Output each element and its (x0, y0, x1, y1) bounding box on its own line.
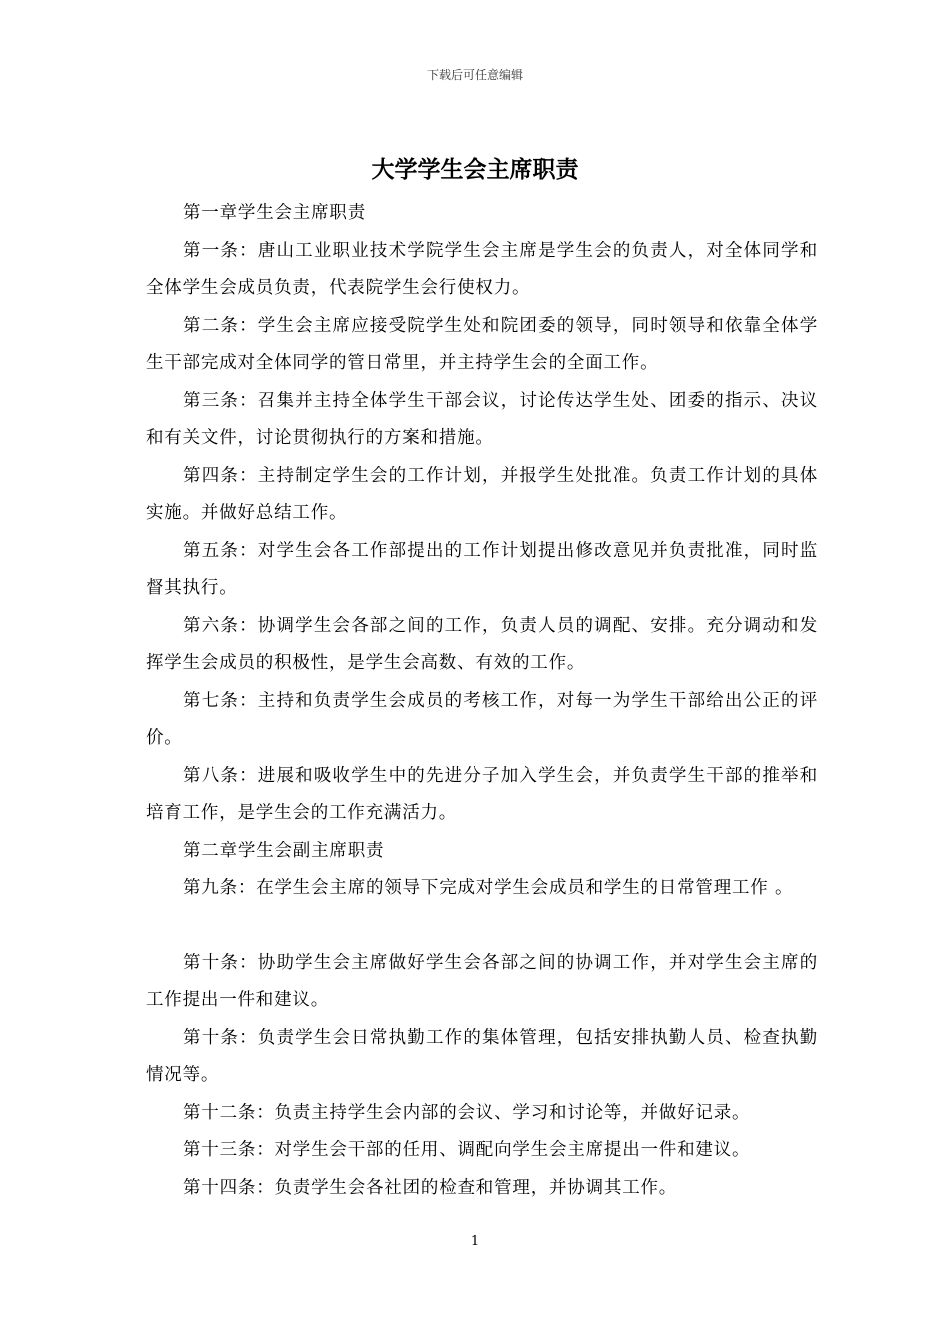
article-6: 第六条：协调学生会各部之间的工作，负责人员的调配、安排。充分调动和发挥学生会成员的积极性，是学生会高数、有效的工作。 (146, 615, 818, 673)
article-13: 第十三条：对学生会干部的任用、调配向学生会主席提出一件和建议。 (183, 1140, 751, 1160)
article-2: 第二条：学生会主席应接受院学生处和院团委的领导，同时领导和依靠全体学生干部完成对全体同学的管日常里，并主持学生会的全面工作。 (146, 315, 818, 373)
article-9: 第九条：在学生会主席的领导下完成对学生会成员和学生的日常管理工作 。 (183, 878, 794, 898)
article-3: 第三条：召集并主持全体学生干部会议，讨论传达学生处、团委的指示、决议和有关文件，讨论贯彻执行的方案和措施。 (146, 390, 818, 448)
header-note: 下载后可任意编辑 (426, 68, 523, 82)
article-7: 第七条：主持和负责学生会成员的考核工作，对每一为学生干部给出公正的评价。 (146, 690, 818, 748)
chapter-heading-1: 第一章学生会主席职责 (183, 203, 366, 223)
article-14: 第十四条：负责学生会各社团的检查和管理，并协调其工作。 (183, 1177, 678, 1198)
document-title: 大学学生会主席职责 (371, 156, 579, 183)
paragraph-gap (146, 908, 818, 945)
chapter-heading-2: 第二章学生会副主席职责 (183, 840, 385, 861)
article-10: 第十条：协助学生会主席做好学生会各部之间的协调工作，并对学生会主席的工作提出一件和建议。 (146, 952, 818, 1010)
article-11: 第十条：负责学生会日常执勤工作的集体管理，包括安排执勤人员、检查执勤情况等。 (146, 1027, 818, 1085)
page-number: 1 (470, 1234, 480, 1249)
article-8: 第八条：进展和吸收学生中的先进分子加入学生会，并负责学生干部的推举和培育工作，是学生会的工作充满活力。 (146, 765, 818, 823)
article-12: 第十二条：负责主持学生会内部的会议、学习和讨论等，并做好记录。 (183, 1102, 751, 1123)
article-1: 第一条：唐山工业职业技术学院学生会主席是学生会的负责人，对全体同学和全体学生会成员负责，代表院学生会行使权力。 (146, 240, 818, 298)
article-5: 第五条：对学生会各工作部提出的工作计划提出修改意见并负责批准，同时监督其执行。 (146, 540, 818, 598)
document-body (146, 195, 818, 1207)
article-4: 第四条：主持制定学生会的工作计划，并报学生处批准。负责工作计划的具体实施。并做好总结工作。 (146, 465, 818, 523)
